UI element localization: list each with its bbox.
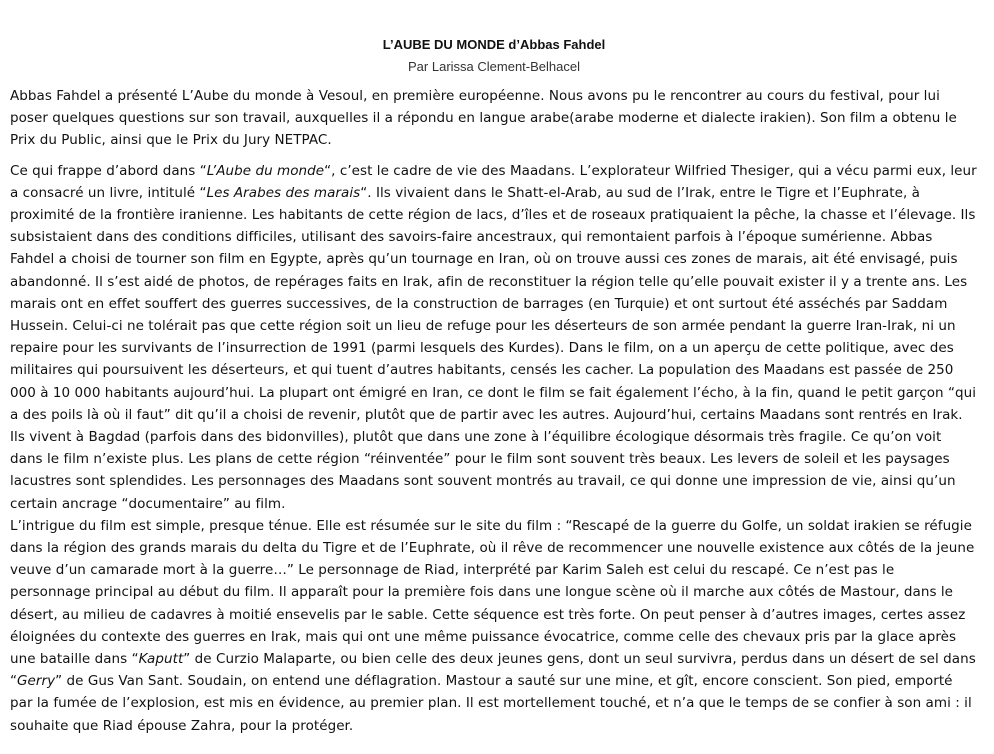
film-title-emphasis: L’Aube du monde (206, 162, 325, 179)
text-segment: L’intrigue du film est simple, presque ténue. Elle est résumée sur le site du film : “Rescapé de la guerre du Golfe, un soldat irakien se réfugie dans la région des grands marais du delta du Tigre et de l’Euphrate, où il rêve de recommencer une nouvelle existence aux côtés de la jeune veuve d’un camarade mort à la guerre…” Le personnage de Riad, interprété par Karim Saleh est celui du rescapé. Ce n’est pas le personnage principal au début du film. Il apparaît pour la première fois dans une longue scène où il marche aux côtés de Mastour, dans le désert, au milieu de cadavres à moitié ensevelis par le sable. Cette séquence est très forte. On peut penser à d’autres images, certes assez éloignées du contexte des guerres en Irak, mais qui ont une même puissance évocatrice, comme celle des chevaux pris par la glace après une bataille dans “ (10, 517, 975, 668)
text-segment: Ce qui frappe d’abord dans “ (10, 162, 207, 179)
article-byline: Par Larissa Clement-Belhacel (408, 59, 580, 74)
text-segment: “. Ils vivaient dans le Shatt-el-Arab, au sud de l’Irak, entre le Tigre et l’Euphrate, à proximité de la frontière iranienne. Les habitants de cette région de lacs, d’îles et de roseaux pratiquaient la pêche, la chasse et l’élevage. Ils subsistaient dans des conditions difficiles, utilisant des savoirs-faire ancestraux, qui remontaient parfois à l’époque sumérienne. Abbas Fahdel a choisi de tourner son film en Egypte, après qu’un tournage en Iran, où on trouve aussi ces zones de marais, ait été envisagé, puis abandonné. Il s’est aidé de photos, de repérages faits en Irak, afin de reconstituer la région telle qu’elle pouvait exister il y a trente ans. Les marais ont en effet souffert des guerres successives, de la construction de barrages (en Turquie) et ont surtout été asséchés par Saddam Hussein. Celui-ci ne tolérait pas que cette région soit un lieu de refuge pour les déserteurs de son armée pendant la guerre Iran-Irak, ni un repaire pour les survivants de l’insurrection de 1991 (parmi lesquels des Kurdes). Dans le film, on a un aperçu de cette politique, avec des militaires qui poursuivent les déserteurs, et qui tuent d’autres habitants, censés les cacher. La population des Maadans est passée de 250 000 à 10 000 habitants aujourd’hui. La plupart ont émigré en Iran, ce dont le film se fait également l’écho, à la fin, quand le petit garçon “qui a des poils là où il faut” dit qu’il a choisi de revenir, plutôt que de partir avec les autres. Aujourd’hui, certains Maadans sont rentrés en Irak. Ils vivent à Bagdad (parfois dans des bidonvilles), plutôt que dans une zone à l’équilibre écologique désormais très fragile. Ce qu’on voit dans le film n’existe plus. Les plans de cette région “réinventée” pour le film sont souvent très beaux. Les levers de soleil et les paysages lacustres sont splendides. Les personnages des Maadans sont souvent montrés au travail, ce qui donne une impression de vie, ainsi qu’un certain ancrage “documentaire” au film. (10, 184, 977, 512)
text-segment: “, c’est le cadre de vie des Maadans. L’explorateur Wilfried Thesiger, qui a vécu parmi eux, leur a consacré un livre, intitulé “ (10, 162, 977, 201)
body-paragraph-2 (10, 515, 978, 737)
book-title-emphasis: Les Arabes des marais (206, 184, 361, 201)
article-title: L’AUBE DU MONDE d’Abbas Fahdel (382, 37, 606, 52)
intro-paragraph: Abbas Fahdel a présenté L’Aube du monde à Vesoul, en première européenne. Nous avons pu le rencontrer au cours du festival, pour lui poser quelques questions sur son travail, auxquelles il a répondu en langue arabe(arabe moderne et dialecte irakien). Son film a obtenu le Prix du Public, ainsi que le Prix du Jury NETPAC. (10, 88, 957, 149)
body-paragraph-1 (10, 160, 978, 515)
text-segment: ” de Curzio Malaparte, ou bien celle des deux jeunes gens, dont un seul survivra, perdus dans un désert de sel dans “ (10, 651, 976, 690)
text-segment: ” de Gus Van Sant. Soudain, on entend une déflagration. Mastour a sauté sur une mine, et gît, encore conscient. Son pied, emporté par la fumée de l’explosion, est mis en évidence, au premier plan. Il est mortellement touché, et n’a que le temps de se confier à son ami : il souhaite que Riad épouse Zahra, pour la protéger. (10, 673, 972, 734)
film-title-emphasis: Gerry (17, 673, 56, 690)
article (10, 36, 978, 737)
book-title-emphasis: Kaputt (138, 651, 184, 668)
